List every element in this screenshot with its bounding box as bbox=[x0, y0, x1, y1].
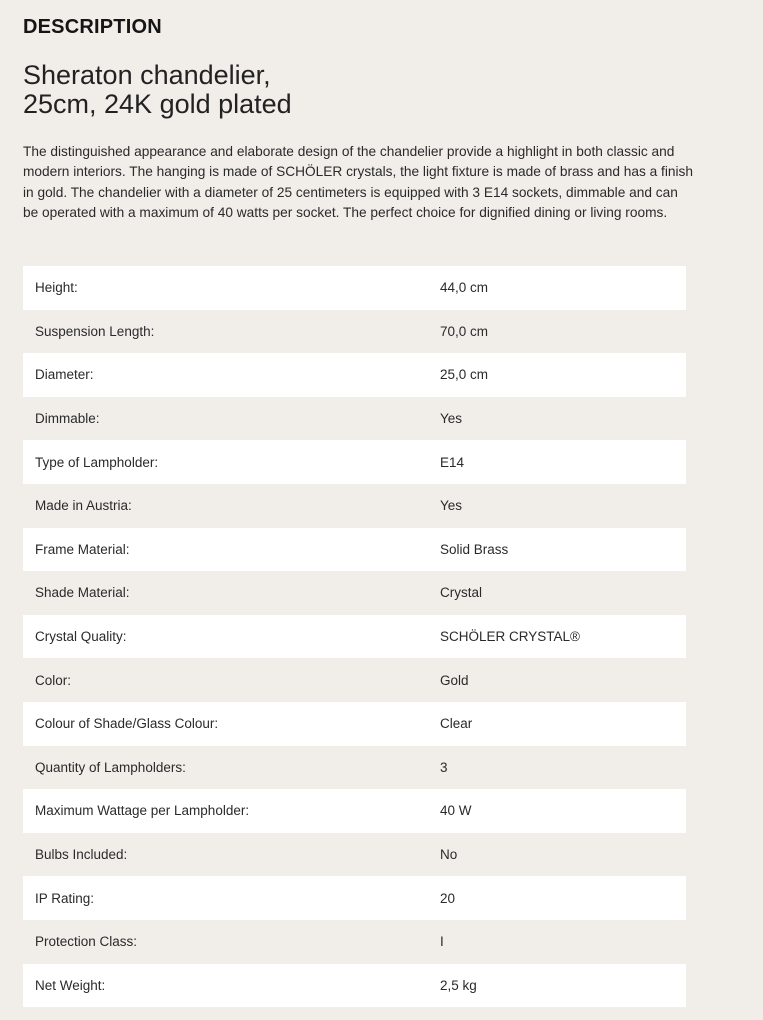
spec-value: 40 W bbox=[440, 803, 472, 819]
spec-label: Dimmable: bbox=[35, 411, 100, 427]
spec-row-dimmable bbox=[23, 397, 686, 441]
spec-label: Diameter: bbox=[35, 367, 94, 383]
spec-value: SCHÖLER CRYSTAL® bbox=[440, 629, 580, 645]
spec-row-suspension-length bbox=[23, 310, 686, 354]
spec-row-color bbox=[23, 658, 686, 702]
spec-value: E14 bbox=[440, 454, 465, 470]
spec-value: Yes bbox=[440, 411, 463, 427]
spec-value: Crystal bbox=[440, 585, 483, 601]
spec-row-net-weight bbox=[23, 964, 686, 1008]
spec-value: I bbox=[440, 934, 444, 950]
spec-row-frame-material bbox=[23, 528, 686, 572]
spec-value: 2,5 kg bbox=[440, 977, 477, 993]
spec-label: Suspension Length: bbox=[35, 323, 155, 339]
product-title-line-1: Sheraton chandelier, bbox=[23, 60, 271, 90]
spec-value: No bbox=[440, 847, 458, 863]
spec-row-height bbox=[23, 266, 686, 310]
spec-row-ip-rating bbox=[23, 876, 686, 920]
spec-value: 44,0 cm bbox=[440, 280, 489, 296]
product-description: The distinguished appearance and elaborate design of the chandelier provide a highlight in both classic and modern interiors. The hanging is made of SCHÖLER crystals, the light fixture is made of brass and has a finish in gold. The chandelier with a diameter of 25 centimeters is equipped with 3 E14 sockets, dimmable and can be operated with a maximum of 40 watts per socket. The perfect choice for dignified dining or living rooms. bbox=[23, 144, 693, 221]
product-title-line-2: 25cm, 24K gold plated bbox=[23, 89, 292, 119]
spec-label: Maximum Wattage per Lampholder: bbox=[35, 803, 250, 819]
section-heading: DESCRIPTION bbox=[23, 16, 162, 38]
spec-value: 3 bbox=[440, 759, 448, 775]
spec-row-lampholder-type bbox=[23, 440, 686, 484]
spec-value: Solid Brass bbox=[440, 541, 509, 557]
spec-label: IP Rating: bbox=[35, 890, 95, 906]
spec-row-crystal-quality bbox=[23, 615, 686, 659]
specifications-table bbox=[23, 266, 686, 1007]
spec-row-max-wattage bbox=[23, 789, 686, 833]
spec-label: Shade Material: bbox=[35, 585, 130, 601]
spec-row-diameter bbox=[23, 353, 686, 397]
spec-row-shade-colour bbox=[23, 702, 686, 746]
spec-row-made-in-austria bbox=[23, 484, 686, 528]
spec-label: Net Weight: bbox=[35, 977, 106, 993]
spec-row-shade-material bbox=[23, 571, 686, 615]
spec-label: Colour of Shade/Glass Colour: bbox=[35, 716, 219, 732]
spec-value: 25,0 cm bbox=[440, 367, 489, 383]
spec-value: Gold bbox=[440, 672, 469, 688]
spec-label: Frame Material: bbox=[35, 541, 130, 557]
spec-value: 20 bbox=[440, 890, 456, 906]
spec-value: Yes bbox=[440, 498, 463, 514]
spec-value: 70,0 cm bbox=[440, 323, 489, 339]
spec-label: Type of Lampholder: bbox=[35, 454, 159, 470]
spec-label: Protection Class: bbox=[35, 934, 138, 950]
spec-label: Crystal Quality: bbox=[35, 629, 127, 645]
spec-row-lampholder-quantity bbox=[23, 746, 686, 790]
spec-label: Quantity of Lampholders: bbox=[35, 759, 186, 775]
spec-label: Height: bbox=[35, 280, 78, 296]
spec-label: Color: bbox=[35, 672, 72, 688]
spec-row-bulbs-included bbox=[23, 833, 686, 877]
spec-label: Bulbs Included: bbox=[35, 847, 128, 863]
spec-value: Clear bbox=[440, 716, 473, 732]
spec-label: Made in Austria: bbox=[35, 498, 132, 514]
product-title bbox=[23, 61, 623, 119]
spec-row-protection-class bbox=[23, 920, 686, 964]
